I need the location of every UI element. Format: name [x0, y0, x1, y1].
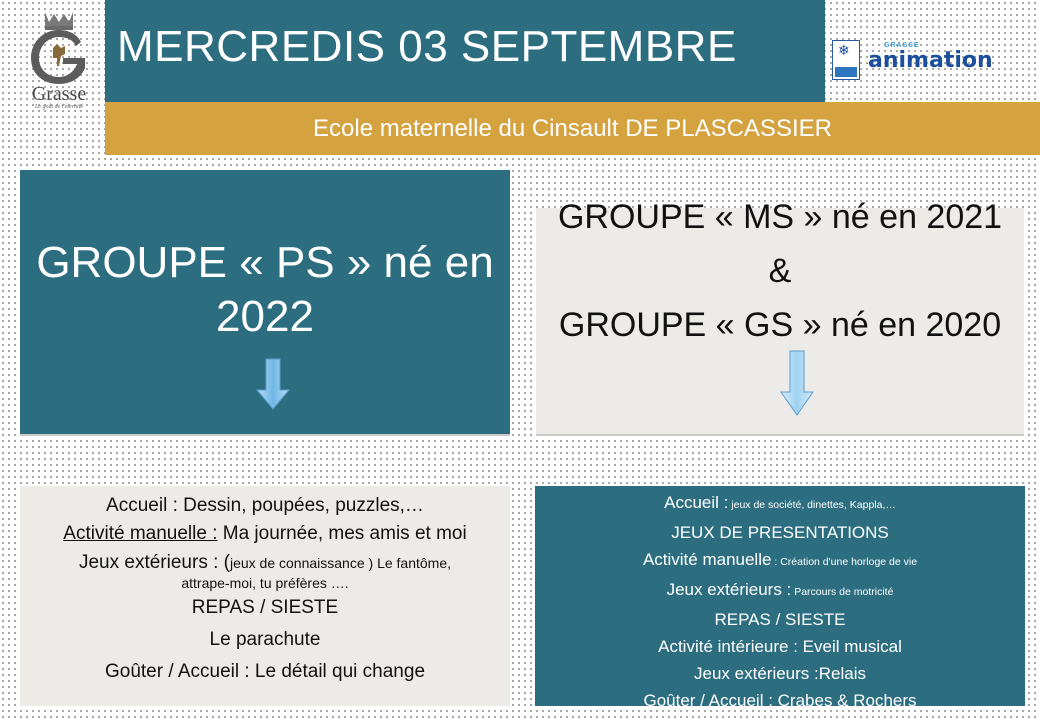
- arrow-down-icon: [780, 350, 814, 416]
- ps-activity-manuelle: [20, 520, 510, 548]
- ps-activity-manuelle-value: Ma journée, mes amis et moi: [217, 523, 467, 544]
- msgs-activity-repas: REPAS / SIESTE: [714, 610, 846, 629]
- msgs-activity-exterieurs-label: Jeux extérieurs :: [666, 580, 792, 599]
- msgs-activity-exterieurs-value: Parcours de motricité: [791, 586, 894, 598]
- group-ps-title-line2: 2022: [216, 292, 314, 341]
- page-title: MERCREDIS 03 SEPTEMBRE: [117, 22, 737, 71]
- ps-activity-gouter: Goûter / Accueil : Le détail qui change: [104, 661, 426, 682]
- grasse-motto: Le goût de l'éternité: [34, 104, 84, 110]
- msgs-activity-accueil-label: Accueil :: [664, 493, 729, 512]
- ps-activity-manuelle-label: Activité manuelle :: [63, 523, 218, 544]
- grasse-logo: [14, 8, 104, 112]
- ps-activity-exterieurs-label: Jeux extérieurs : (: [78, 552, 230, 573]
- subtitle-bar: [105, 102, 1040, 155]
- crown-g-emblem-icon: [19, 8, 99, 86]
- animation-wordmark: animation: [868, 48, 993, 73]
- ps-activity-accueil: Accueil : Dessin, poupées, puzzles,…: [106, 495, 424, 516]
- msgs-activities-panel: [535, 486, 1025, 710]
- msgs-activity-gouter: Goûter / Accueil : Crabes & Rochers: [643, 691, 917, 710]
- ps-activity-exterieurs: [20, 548, 510, 574]
- school-name: Ecole maternelle du Cinsault DE PLASCASSIER: [313, 115, 832, 142]
- ps-activity-exterieurs-cont: attrape-moi, tu préfères ….: [181, 575, 349, 591]
- msgs-activity-manuelle-label: Activité manuelle: [642, 550, 772, 569]
- ps-activity-parachute: Le parachute: [209, 629, 321, 650]
- group-gs-title: GROUPE « GS » né en 2020: [558, 306, 1002, 344]
- caf-badge: [832, 40, 860, 80]
- msgs-activity-manuelle: [535, 546, 1025, 576]
- msgs-activity-interieure: Activité intérieure : Eveil musical: [658, 637, 902, 656]
- animation-logo: [832, 36, 1032, 82]
- ps-activity-repas: REPAS / SIESTE: [191, 597, 339, 618]
- grasse-small-label: GRASSE: [884, 42, 920, 49]
- group-ps-box: [20, 170, 510, 436]
- msgs-activity-relais: Jeux extérieurs :Relais: [694, 664, 866, 683]
- ps-activity-exterieurs-value: jeux de connaissance ) Le fantôme,: [229, 555, 452, 571]
- group-ps-title: [20, 236, 510, 344]
- group-ps-title-line1: GROUPE « PS » né en: [36, 238, 494, 287]
- group-ms-title: GROUPE « MS » né en 2021: [557, 198, 1003, 236]
- grasse-name: Grasse: [31, 83, 87, 105]
- group-and-separator: &: [768, 252, 792, 290]
- msgs-activity-manuelle-value: : Création d'une horloge de vie: [771, 556, 918, 568]
- arrow-down-icon: [256, 358, 290, 410]
- caf-snowflake-icon: ❄: [838, 42, 850, 58]
- msgs-activity-exterieurs: [535, 576, 1025, 606]
- ps-activities-panel: [20, 486, 510, 706]
- msgs-activity-accueil-value: jeux de société, dinettes, Kappla,…: [728, 499, 896, 511]
- group-msgs-title: [536, 190, 1024, 352]
- caf-label-block: [835, 67, 857, 77]
- msgs-activity-presentations: JEUX DE PRESENTATIONS: [671, 523, 889, 542]
- title-bar: [105, 0, 825, 102]
- msgs-activity-accueil: [535, 489, 1025, 519]
